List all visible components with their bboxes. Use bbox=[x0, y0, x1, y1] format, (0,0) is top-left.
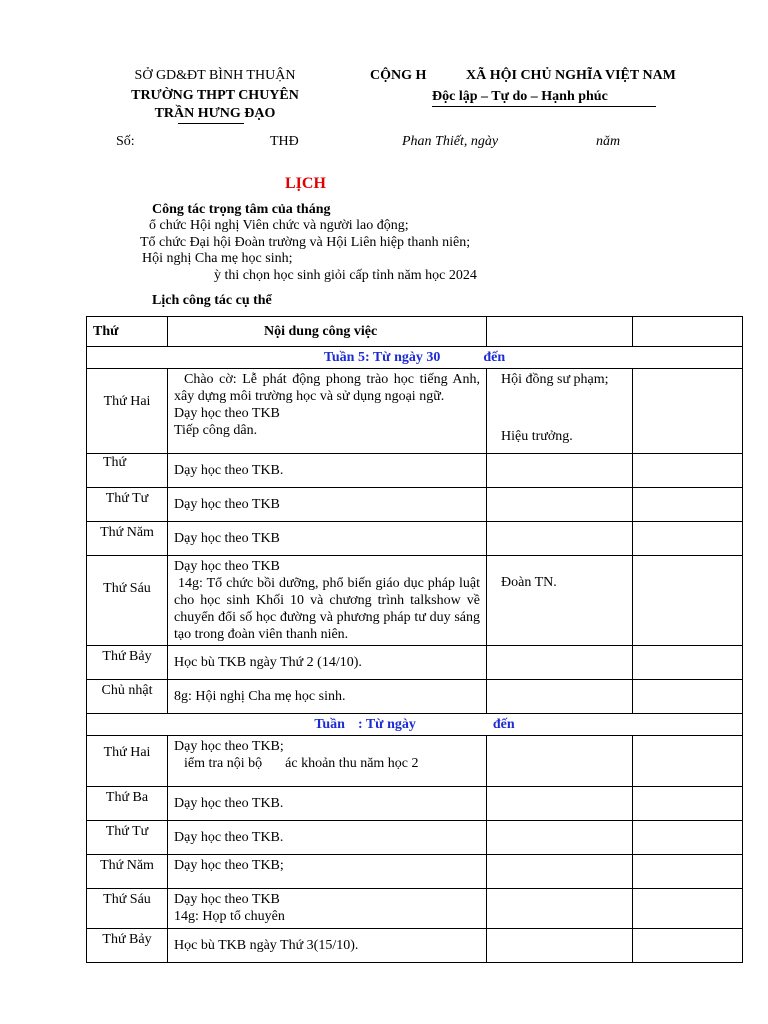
table-row bbox=[87, 787, 743, 821]
content-fragment: iểm tra nội bộ bbox=[184, 756, 263, 771]
content-line: 14g: Họp tổ chuyên bbox=[174, 909, 285, 924]
responsible-line: Hội đồng sư phạm; bbox=[501, 372, 609, 387]
responsible-line: Đoàn TN. bbox=[501, 575, 557, 590]
note-cell bbox=[633, 821, 743, 855]
note-cell bbox=[633, 369, 743, 454]
content-line: Tiếp công dân. bbox=[174, 423, 258, 438]
document-number-label: Số: bbox=[116, 134, 135, 149]
week-title-part: : Từ ngày bbox=[357, 717, 416, 732]
table-row bbox=[87, 855, 743, 889]
note-cell bbox=[633, 646, 743, 680]
content-cell: Dạy học theo TKB. bbox=[168, 787, 487, 821]
responsible-cell bbox=[487, 680, 633, 714]
week-title bbox=[87, 347, 743, 369]
responsible-cell bbox=[487, 736, 633, 787]
content-line: Dạy học theo TKB bbox=[174, 406, 280, 421]
responsible-cell bbox=[487, 488, 633, 522]
day-cell: Thứ Sáu bbox=[87, 556, 168, 646]
document-title: LỊCH bbox=[285, 175, 326, 192]
table-row bbox=[87, 488, 743, 522]
content-cell: Dạy học theo TKB bbox=[168, 488, 487, 522]
country-left: CỘNG H bbox=[370, 68, 427, 83]
note-cell bbox=[633, 556, 743, 646]
focus-item: ỳ thi chọn học sinh giỏi cấp tỉnh năm học 2024 bbox=[214, 268, 477, 283]
school-name-line2: TRẦN HƯNG ĐẠO bbox=[154, 106, 276, 121]
year-label: năm bbox=[596, 134, 621, 149]
responsible-cell bbox=[487, 522, 633, 556]
content-line bbox=[174, 755, 480, 772]
content-cell bbox=[168, 889, 487, 929]
schedule-heading: Lịch công tác cụ thể bbox=[152, 293, 272, 308]
day-cell: Thứ Năm bbox=[87, 522, 168, 556]
content-cell: 8g: Hội nghị Cha mẹ học sinh. bbox=[168, 680, 487, 714]
day-cell: Thứ Sáu bbox=[87, 889, 168, 929]
responsible-cell bbox=[487, 855, 633, 889]
note-cell bbox=[633, 855, 743, 889]
content-line: Dạy học theo TKB bbox=[174, 559, 280, 574]
schedule-table bbox=[86, 316, 743, 963]
focus-item: Tổ chức Đại hội Đoàn trường và Hội Liên hiệp thanh niên; bbox=[140, 235, 471, 250]
motto: Độc lập – Tự do – Hạnh phúc bbox=[432, 89, 608, 104]
table-row bbox=[87, 556, 743, 646]
content-cell: Dạy học theo TKB. bbox=[168, 821, 487, 855]
note-cell bbox=[633, 454, 743, 488]
content-cell: Dạy học theo TKB. bbox=[168, 454, 487, 488]
week-title-part: đến bbox=[483, 350, 506, 365]
week-title-part: đến bbox=[492, 717, 515, 732]
table-row bbox=[87, 821, 743, 855]
day-cell: Thứ Bảy bbox=[87, 646, 168, 680]
content-cell: Dạy học theo TKB; bbox=[168, 855, 487, 889]
table-row bbox=[87, 454, 743, 488]
table-row bbox=[87, 929, 743, 963]
content-cell bbox=[168, 736, 487, 787]
country-right: XÃ HỘI CHỦ NGHĨA VIỆT NAM bbox=[466, 68, 676, 83]
header-col3 bbox=[487, 317, 633, 347]
responsible-cell bbox=[487, 787, 633, 821]
responsible-cell bbox=[487, 889, 633, 929]
header-content: Nội dung công việc bbox=[168, 317, 487, 347]
responsible-cell bbox=[487, 454, 633, 488]
school-name-line1: TRƯỜNG THPT CHUYÊN bbox=[131, 88, 299, 103]
day-cell: Thứ Năm bbox=[87, 855, 168, 889]
content-line: Dạy học theo TKB; bbox=[174, 739, 284, 754]
note-cell bbox=[633, 929, 743, 963]
header-col4 bbox=[633, 317, 743, 347]
week-row bbox=[87, 347, 743, 369]
table-row bbox=[87, 680, 743, 714]
content-cell: Học bù TKB ngày Thứ 2 (14/10). bbox=[168, 646, 487, 680]
table-header-row bbox=[87, 317, 743, 347]
table-row bbox=[87, 889, 743, 929]
content-cell bbox=[168, 556, 487, 646]
day-cell: Chủ nhật bbox=[87, 680, 168, 714]
responsible-cell bbox=[487, 929, 633, 963]
note-cell bbox=[633, 680, 743, 714]
content-line: Chào cờ: Lễ phát động phong trào học tiếng Anh, xây dựng môi trường học và sử dụng ngoại ngữ. bbox=[174, 372, 480, 404]
week-title-part: Tuần 5: Từ ngày 30 bbox=[323, 350, 441, 365]
focus-item: Hội nghị Cha mẹ học sinh; bbox=[142, 251, 293, 266]
note-cell bbox=[633, 522, 743, 556]
day-cell: Thứ bbox=[87, 454, 168, 488]
content-line: Dạy học theo TKB bbox=[174, 892, 280, 907]
responsible-cell bbox=[487, 646, 633, 680]
responsible-cell bbox=[487, 821, 633, 855]
school-underline bbox=[178, 123, 244, 124]
content-cell: Dạy học theo TKB bbox=[168, 522, 487, 556]
focus-heading: Công tác trọng tâm của tháng bbox=[152, 202, 331, 217]
day-cell: Thứ Tư bbox=[87, 821, 168, 855]
motto-underline bbox=[432, 106, 656, 107]
responsible-cell bbox=[487, 556, 633, 646]
document-number-code: THĐ bbox=[270, 134, 299, 149]
table-row bbox=[87, 369, 743, 454]
week-row bbox=[87, 714, 743, 736]
note-cell bbox=[633, 488, 743, 522]
focus-item: ổ chức Hội nghị Viên chức và người lao động; bbox=[149, 218, 409, 233]
place-date: Phan Thiết, ngày bbox=[402, 134, 499, 149]
note-cell bbox=[633, 736, 743, 787]
content-cell: Học bù TKB ngày Thứ 3(15/10). bbox=[168, 929, 487, 963]
day-cell: Thứ Hai bbox=[87, 736, 168, 787]
week-title-part: Tuần bbox=[314, 717, 345, 732]
table-row bbox=[87, 646, 743, 680]
day-cell: Thứ Hai bbox=[87, 369, 168, 454]
content-fragment: ác khoản thu năm học 2 bbox=[285, 756, 419, 771]
week-title bbox=[87, 714, 743, 736]
table-row bbox=[87, 522, 743, 556]
day-cell: Thứ Tư bbox=[87, 488, 168, 522]
department-name: SỞ GD&ĐT BÌNH THUẬN bbox=[134, 68, 296, 83]
responsible-cell bbox=[487, 369, 633, 454]
responsible-line: Hiệu trưởng. bbox=[501, 429, 573, 444]
day-cell: Thứ Bảy bbox=[87, 929, 168, 963]
content-cell bbox=[168, 369, 487, 454]
table-row bbox=[87, 736, 743, 787]
content-line: 14g: Tổ chức bồi dưỡng, phổ biến giáo dục pháp luật cho học sinh Khối 10 và chương trình talkshow về chuyển đổi số học đường và phương pháp tư duy sáng tạo trong đoàn viên thanh niên. bbox=[174, 576, 480, 642]
header-day: Thứ bbox=[87, 317, 168, 347]
note-cell bbox=[633, 889, 743, 929]
day-cell: Thứ Ba bbox=[87, 787, 168, 821]
note-cell bbox=[633, 787, 743, 821]
